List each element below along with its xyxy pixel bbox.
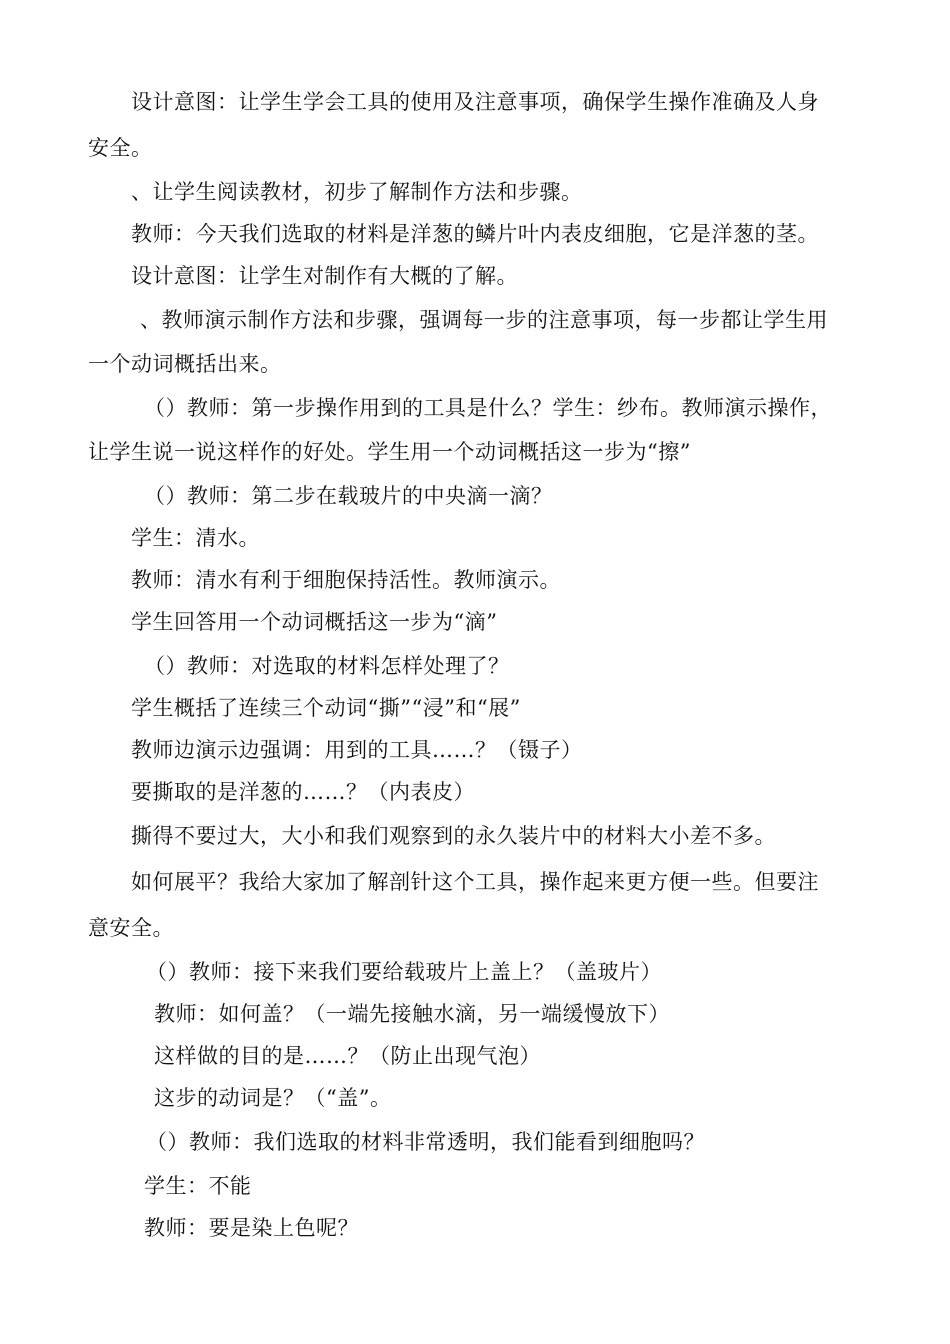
paragraph-step-demo: 、教师演示制作方法和步骤，强调每一步的注意事项，每一步都让学生用 [140,308,828,332]
paragraph-continuation: 意安全。 [88,916,174,940]
paragraph-student-answer: 学生：清水。 [131,526,260,550]
paragraph-student-answer: 学生：不能 [144,1174,252,1198]
paragraph-step-5: （）教师：我们选取的材料非常透明，我们能看到细胞吗？ [146,1130,705,1154]
paragraph-design-intent-1: 设计意图：让学生学会工具的使用及注意事项，确保学生操作准确及人身 [131,90,819,114]
paragraph-step-reading: 、让学生阅读教材，初步了解制作方法和步骤。 [131,180,583,204]
paragraph-teacher-note: 教师：要是染上色呢？ [144,1216,359,1240]
paragraph-student-answer: 学生回答用一个动词概括这一步为“滴” [131,610,498,634]
paragraph-teacher-note: 这样做的目的是……？（防止出现气泡） [154,1044,541,1068]
paragraph-teacher-note: 教师：清水有利于细胞保持活性。教师演示。 [131,568,561,592]
paragraph-teacher-note: 这步的动词是？（“盖”。 [154,1086,392,1110]
paragraph-teacher-note: 教师：如何盖？（一端先接触水滴，另一端缓慢放下） [154,1002,670,1026]
paragraph-teacher-note: 教师边演示边强调：用到的工具……？（镊子） [131,738,583,762]
paragraph-teacher-material: 教师：今天我们选取的材料是洋葱的鳞片叶内表皮细胞，它是洋葱的茎。 [131,222,819,246]
paragraph-teacher-note: 要撕取的是洋葱的……？（内表皮） [131,780,475,804]
paragraph-design-intent-2: 设计意图：让学生对制作有大概的了解。 [131,264,518,288]
paragraph-continuation: 让学生说一说这样作的好处。学生用一个动词概括这一步为“擦” [88,440,691,464]
paragraph-step-2: （）教师：第二步在载玻片的中央滴一滴？ [144,484,553,508]
paragraph-teacher-note: 如何展平？我给大家加了解剖针这个工具，操作起来更方便一些。但要注 [131,870,819,894]
paragraph-teacher-note: 撕得不要过大，大小和我们观察到的永久装片中的材料大小差不多。 [131,824,776,848]
paragraph-continuation: 安全。 [88,136,153,160]
paragraph-step-3: （）教师：对选取的材料怎样处理了？ [144,654,510,678]
paragraph-step-1: （）教师：第一步操作用到的工具是什么？学生：纱布。教师演示操作， [144,396,832,420]
paragraph-continuation: 一个动词概括出来。 [88,352,282,376]
paragraph-student-answer: 学生概括了连续三个动词“撕”“浸”和“展” [131,696,521,720]
paragraph-step-4: （）教师：接下来我们要给载玻片上盖上？（盖玻片） [146,960,662,984]
